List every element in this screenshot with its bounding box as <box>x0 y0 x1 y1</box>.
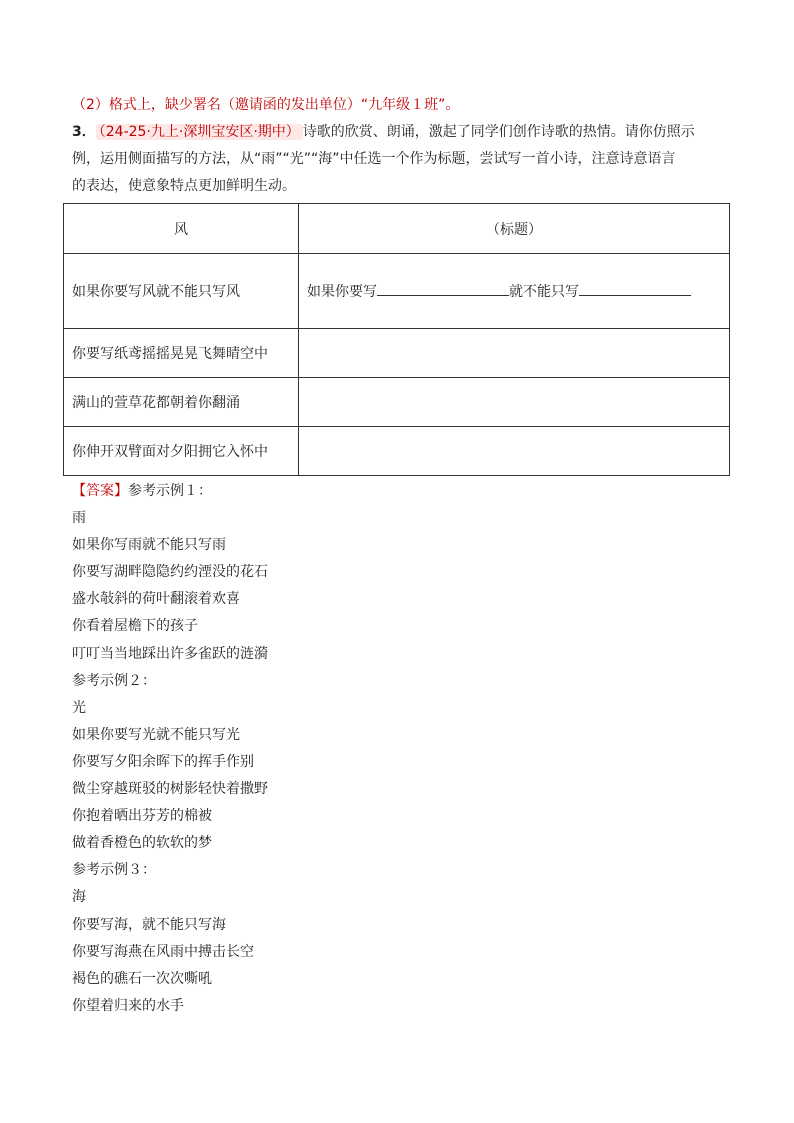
item2-text: （2）格式上，缺少署名（邀请函的发出单位）“九年级１班”。 <box>72 97 460 113</box>
row5-right-empty[interactable] <box>299 427 730 476</box>
example3-label: 参考示例３： <box>72 862 156 879</box>
header-right: （标题） <box>299 204 730 254</box>
example3-line: 你望着归来的水手 <box>72 997 184 1014</box>
fill-blank-2[interactable] <box>579 281 691 296</box>
question3-line1 <box>72 122 695 142</box>
table-row <box>64 254 730 329</box>
example3-line: 褐色的礁石一次次嘶吼 <box>72 970 212 987</box>
fill-blank-1[interactable] <box>377 281 509 296</box>
example1-line: 盛水敧斜的荷叶翻滚着欢喜 <box>72 591 240 608</box>
table-row <box>64 329 730 378</box>
row4-right-empty[interactable] <box>299 378 730 427</box>
question3-line2: 例，运用侧面描写的方法，从“雨”“光”“海”中任选一个作为标题，尝试写一首小诗，注意诗意语言 <box>72 151 676 167</box>
example1-label: 参考示例１： <box>128 483 212 499</box>
row2-right <box>299 254 730 329</box>
question3-line3: 的表达，使意象特点更加鲜明生动。 <box>72 178 296 194</box>
source-tag: （24-25·九上·深圳宝安区·期中） <box>96 124 303 140</box>
row2-right-a: 如果你要写 <box>307 284 377 300</box>
example1-line: 如果你写雨就不能只写雨 <box>72 537 226 554</box>
poem-table <box>63 203 730 476</box>
example2-line: 微尘穿越斑驳的树影轻快着撒野 <box>72 781 268 798</box>
example1-line: 叮叮当当地踩出许多雀跃的涟漪 <box>72 645 268 662</box>
row3-left: 你要写纸鸢摇摇晃晃飞舞晴空中 <box>64 329 299 378</box>
example2-line: 光 <box>72 699 86 716</box>
row4-left: 满山的萱草花都朝着你翻涌 <box>64 378 299 427</box>
row5-left: 你伸开双臂面对夕阳拥它入怀中 <box>64 427 299 476</box>
example2-line: 你抱着晒出芬芳的棉被 <box>72 808 212 825</box>
table-row <box>64 427 730 476</box>
example2-line: 做着香橙色的软软的梦 <box>72 835 212 852</box>
row2-right-b: 就不能只写 <box>509 284 579 300</box>
table-header-row <box>64 204 730 254</box>
table-row <box>64 378 730 427</box>
row3-right-empty[interactable] <box>299 329 730 378</box>
header-left: 风 <box>64 204 299 254</box>
example1-line: 你要写湖畔隐隐约约湮没的花石 <box>72 564 268 581</box>
question-number: 3． <box>72 124 96 140</box>
example2-line: 你要写夕阳余晖下的挥手作别 <box>72 753 254 770</box>
example1-line: 雨 <box>72 510 86 527</box>
row2-left: 如果你要写风就不能只写风 <box>64 254 299 329</box>
example2-line: 如果你要写光就不能只写光 <box>72 726 240 743</box>
answer-label: 【答案】 <box>72 483 128 499</box>
example1-line: 你看着屋檐下的孩子 <box>72 618 198 635</box>
answer-heading <box>72 478 268 505</box>
example3-line: 你要写海燕在风雨中搏击长空 <box>72 943 254 960</box>
question3-line1-text: 诗歌的欣赏、朗诵，激起了同学们创作诗歌的热情。请你仿照示 <box>302 124 695 140</box>
example3-line: 海 <box>72 889 86 906</box>
example3-line: 你要写海，就不能只写海 <box>72 916 226 933</box>
example2-label: 参考示例２： <box>72 672 156 689</box>
answer-section <box>72 478 268 1020</box>
